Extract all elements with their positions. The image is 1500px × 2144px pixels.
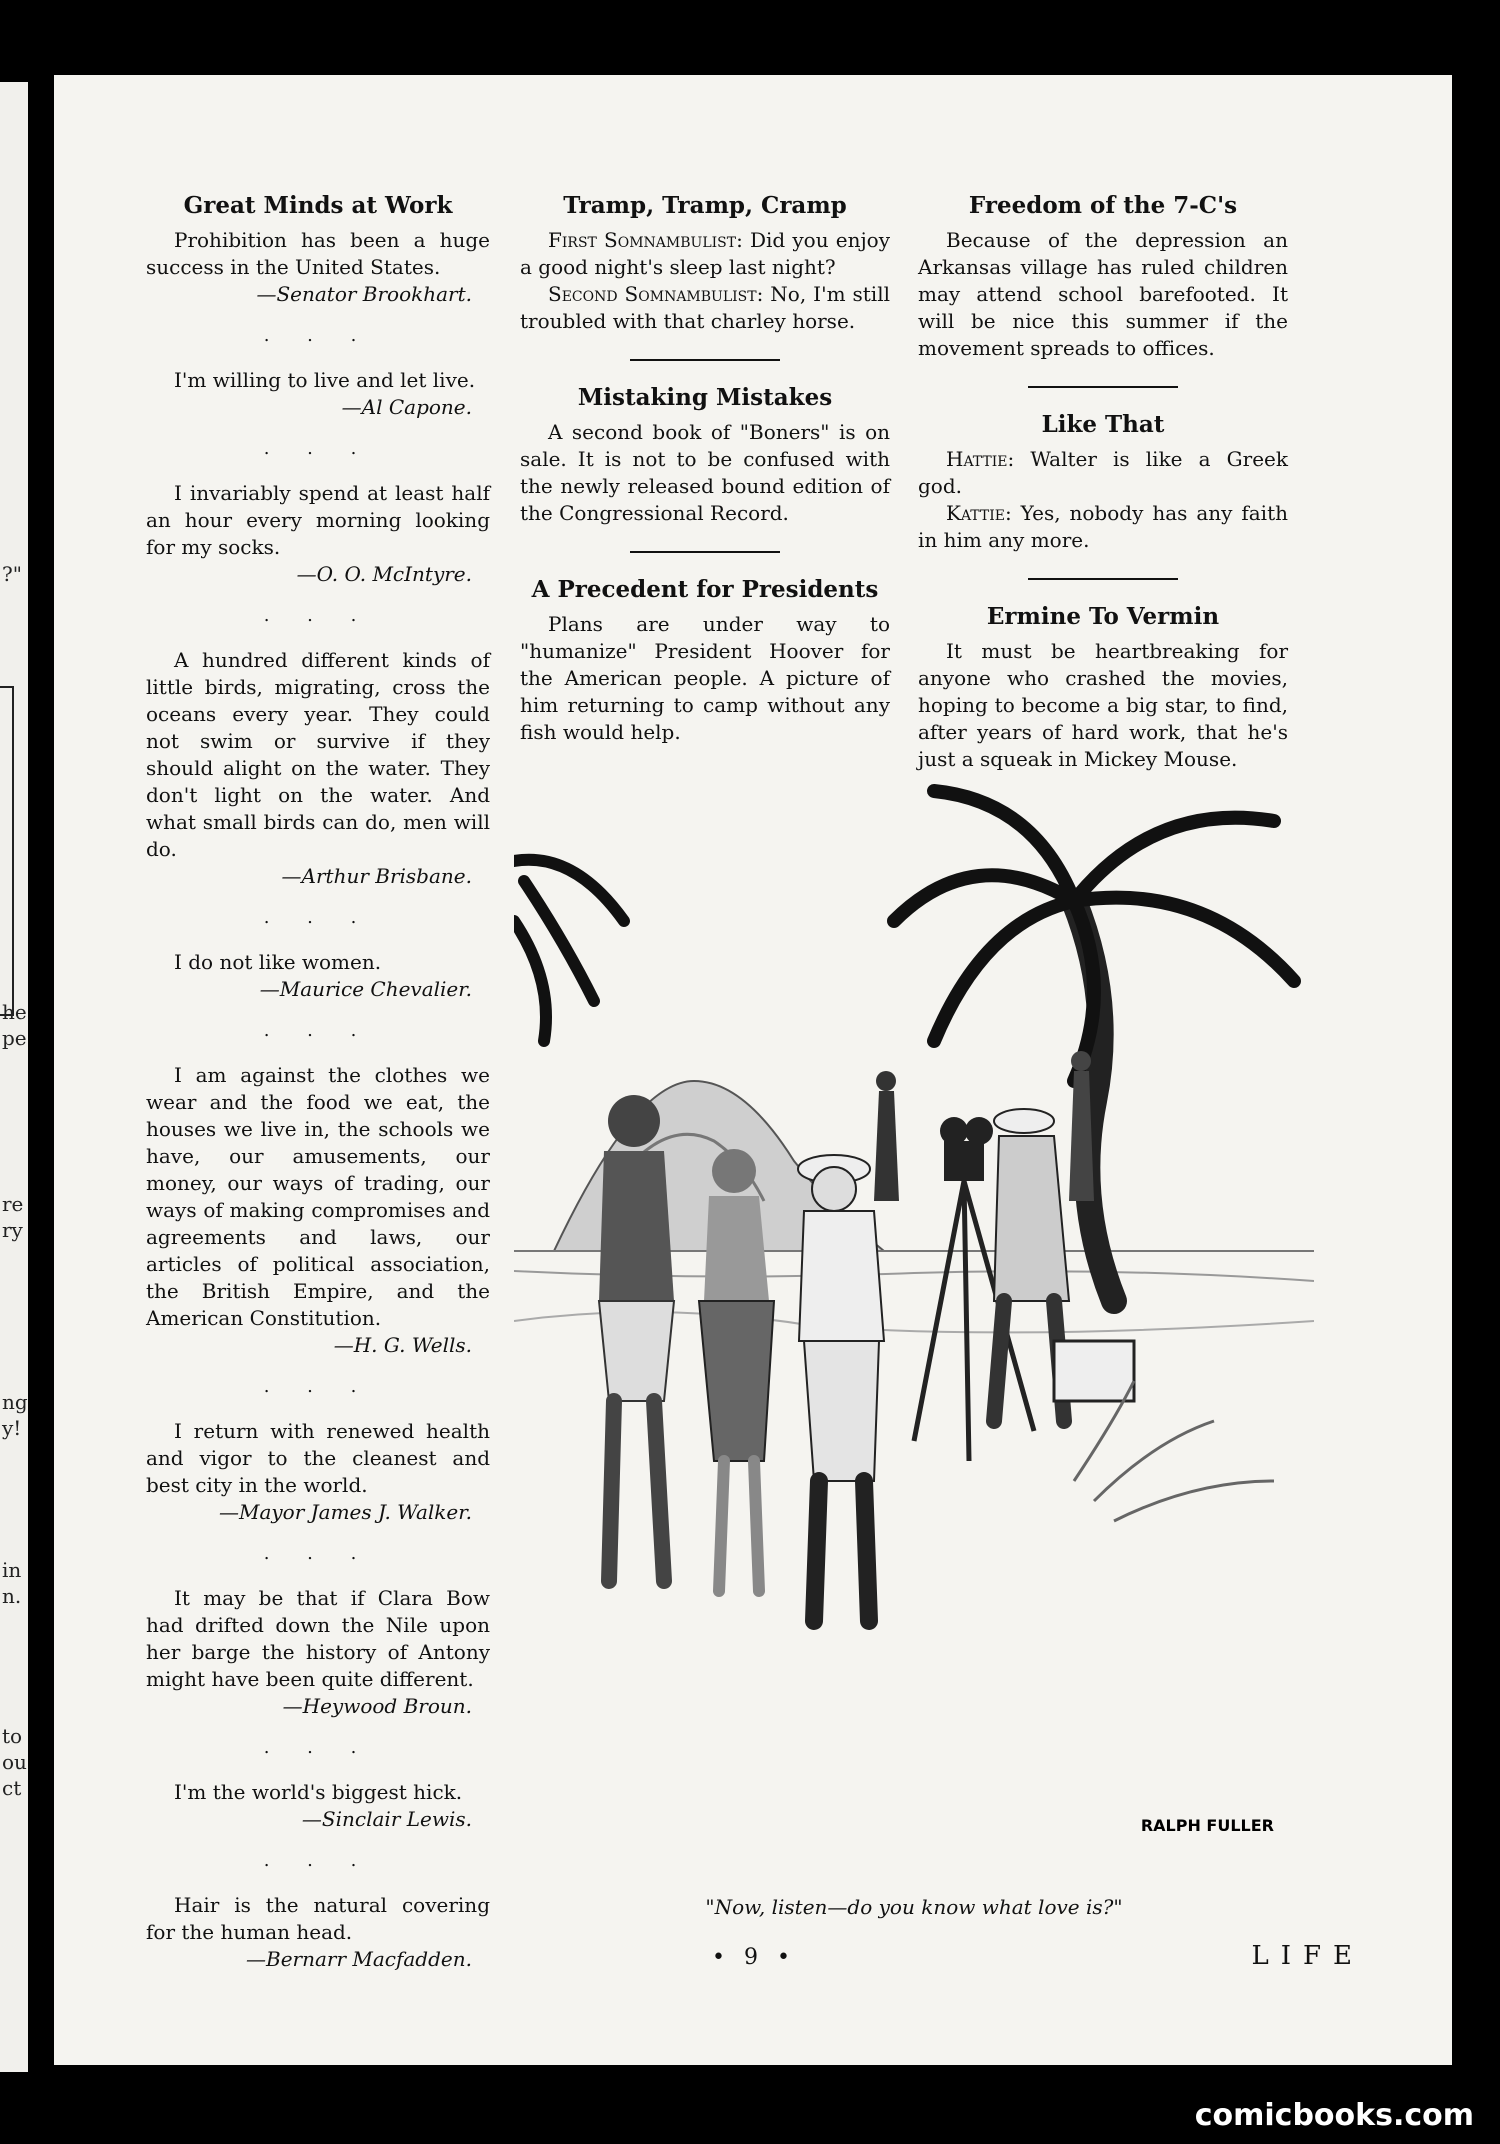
left-fragment: ry (2, 1218, 23, 1242)
quote-author: —Mayor James J. Walker. (218, 1500, 472, 1524)
article-title: Ermine To Vermin (986, 603, 1220, 630)
article-title: Like That (1041, 411, 1165, 438)
quote-item (146, 1418, 490, 1526)
dialogue-line (918, 500, 1288, 554)
quote-item (146, 647, 490, 890)
quote-author: —Heywood Broun. (282, 1694, 472, 1718)
native-man (608, 1095, 660, 1147)
article-body: Plans are under way to "humanize" President Hoover for the American people. A picture of him returning to camp without any fish would help. (520, 612, 890, 744)
separator-dots: . . . (263, 325, 373, 346)
quote-item (146, 1062, 490, 1359)
artist-signature: RALPH FULLER (1140, 1816, 1274, 1835)
quote-text: I'm the world's biggest hick. (174, 1780, 463, 1804)
quote-author: —Al Capone. (341, 395, 472, 419)
column-right (918, 191, 1288, 773)
page-number: • 9 • (712, 1945, 796, 1970)
column-middle (520, 191, 890, 746)
separator-dots: . . . (263, 438, 373, 459)
crate (1054, 1341, 1134, 1401)
left-fragment: ou (2, 1750, 27, 1774)
separator-dots: . . . (263, 907, 373, 928)
dialogue-line (520, 227, 890, 281)
quote-text: I return with renewed health and vigor to the cleanest and best city in the world. (146, 1419, 490, 1497)
quote-author: —Maurice Chevalier. (259, 977, 472, 1001)
source-watermark: comicbooks.com (1194, 2098, 1474, 2133)
section-rule (630, 359, 780, 361)
section-rule (630, 551, 780, 553)
left-fragment: to (2, 1724, 23, 1748)
left-fragment: pe (2, 1026, 27, 1050)
magazine-name: LIFE (1251, 1941, 1364, 1971)
dialogue-text: No, I'm still troubled with that charley horse. (520, 282, 890, 333)
native-woman (712, 1149, 756, 1193)
quote-text: I do not like women. (174, 950, 382, 974)
left-fragment: in (2, 1558, 22, 1582)
separator-dots: . . . (263, 1850, 373, 1871)
separator-dots: . . . (263, 1737, 373, 1758)
quote-author: —Arthur Brisbane. (281, 864, 472, 888)
dialogue-line (918, 446, 1288, 500)
movie-camera (944, 1141, 984, 1181)
quote-text: I am against the clothes we wear and the food we eat, the houses we live in, the schools we have, our amusements, our money, our ways of trading, our ways of making compromises and agreements and laws, our articles of political association, the British Empire, and the American Constitution. (146, 1063, 490, 1330)
quote-text: I invariably spend at least half an hour every morning looking for my socks. (146, 481, 490, 559)
dialogue-text: Yes, nobody has any faith in him any more. (918, 501, 1288, 552)
section-rule (1028, 386, 1178, 388)
left-page-sliver (0, 82, 28, 2072)
left-fragment: y! (2, 1416, 22, 1440)
left-fragment: ng (2, 1390, 28, 1414)
quote-item (146, 1779, 490, 1833)
speaker: First Somnambulist: (548, 228, 743, 252)
quote-item (146, 367, 490, 421)
dialogue-text: Did you enjoy a good night's sleep last night? (520, 228, 890, 279)
left-fragment: ?" (2, 562, 22, 586)
separator-dots: . . . (263, 1376, 373, 1397)
article-title: Mistaking Mistakes (577, 384, 833, 411)
article-title: Tramp, Tramp, Cramp (563, 192, 847, 219)
magazine-page (54, 75, 1452, 2065)
article-title: Great Minds at Work (183, 192, 453, 219)
quote-text: I'm willing to live and let live. (174, 368, 476, 392)
quote-item (146, 949, 490, 1003)
left-fragment: he (2, 1000, 27, 1024)
quote-text: It may be that if Clara Bow had drifted down the Nile upon her barge the history of Antony might have been quite different. (146, 1586, 490, 1691)
speaker: Kattie: (946, 501, 1012, 525)
quote-text: Prohibition has been a huge success in the United States. (146, 228, 490, 279)
left-fragment: re (2, 1192, 24, 1216)
illustration-caption: "Now, listen—do you know what love is?" (705, 1895, 1123, 1919)
speaker: Hattie: (946, 447, 1015, 471)
cameraman (994, 1109, 1054, 1133)
section-rule (1028, 578, 1178, 580)
column-great-minds (146, 191, 490, 1973)
tropical-beach-scene (514, 781, 1314, 1881)
quote-author: —Senator Brookhart. (256, 282, 472, 306)
dialogue-line (520, 281, 890, 335)
article-body: Because of the depression an Arkansas village has ruled children may attend school barefooted. It will be nice this summer if the movement spreads to offices. (918, 228, 1288, 360)
quote-item (146, 227, 490, 308)
quote-author: —H. G. Wells. (333, 1333, 472, 1357)
separator-dots: . . . (263, 1543, 373, 1564)
quote-item (146, 1585, 490, 1720)
article-title: A Precedent for Presidents (531, 576, 879, 603)
quote-author: —Bernarr Macfadden. (246, 1947, 472, 1971)
quote-author: —Sinclair Lewis. (301, 1807, 472, 1831)
left-fragment: n. (2, 1584, 22, 1608)
separator-dots: . . . (263, 1020, 373, 1041)
quote-text: A hundred different kinds of little birds, migrating, cross the oceans every year. They could not swim or survive if they should alight on the water. They don't light on the water. And what small birds can do, men will do. (146, 648, 490, 861)
separator-dots: . . . (263, 605, 373, 626)
article-body: A second book of "Boners" is on sale. It is not to be confused with the newly released bound edition of the Congressional Record. (520, 420, 890, 525)
cartoon-illustration (514, 781, 1314, 1881)
dialogue-text: Walter is like a Greek god. (918, 447, 1288, 498)
speaker: Second Somnambulist: (548, 282, 764, 306)
quote-author: —O. O. McIntyre. (296, 562, 472, 586)
quote-item (146, 1892, 490, 1973)
left-fragment: ct (2, 1776, 22, 1800)
quote-text: Hair is the natural covering for the human head. (146, 1893, 490, 1944)
article-title: Freedom of the 7-C's (968, 192, 1238, 219)
article-body: It must be heartbreaking for anyone who crashed the movies, hoping to become a big star, to find, after years of hard work, that he's just a squeak in Mickey Mouse. (918, 639, 1288, 771)
quote-item (146, 480, 490, 588)
left-box-border (0, 686, 14, 1016)
